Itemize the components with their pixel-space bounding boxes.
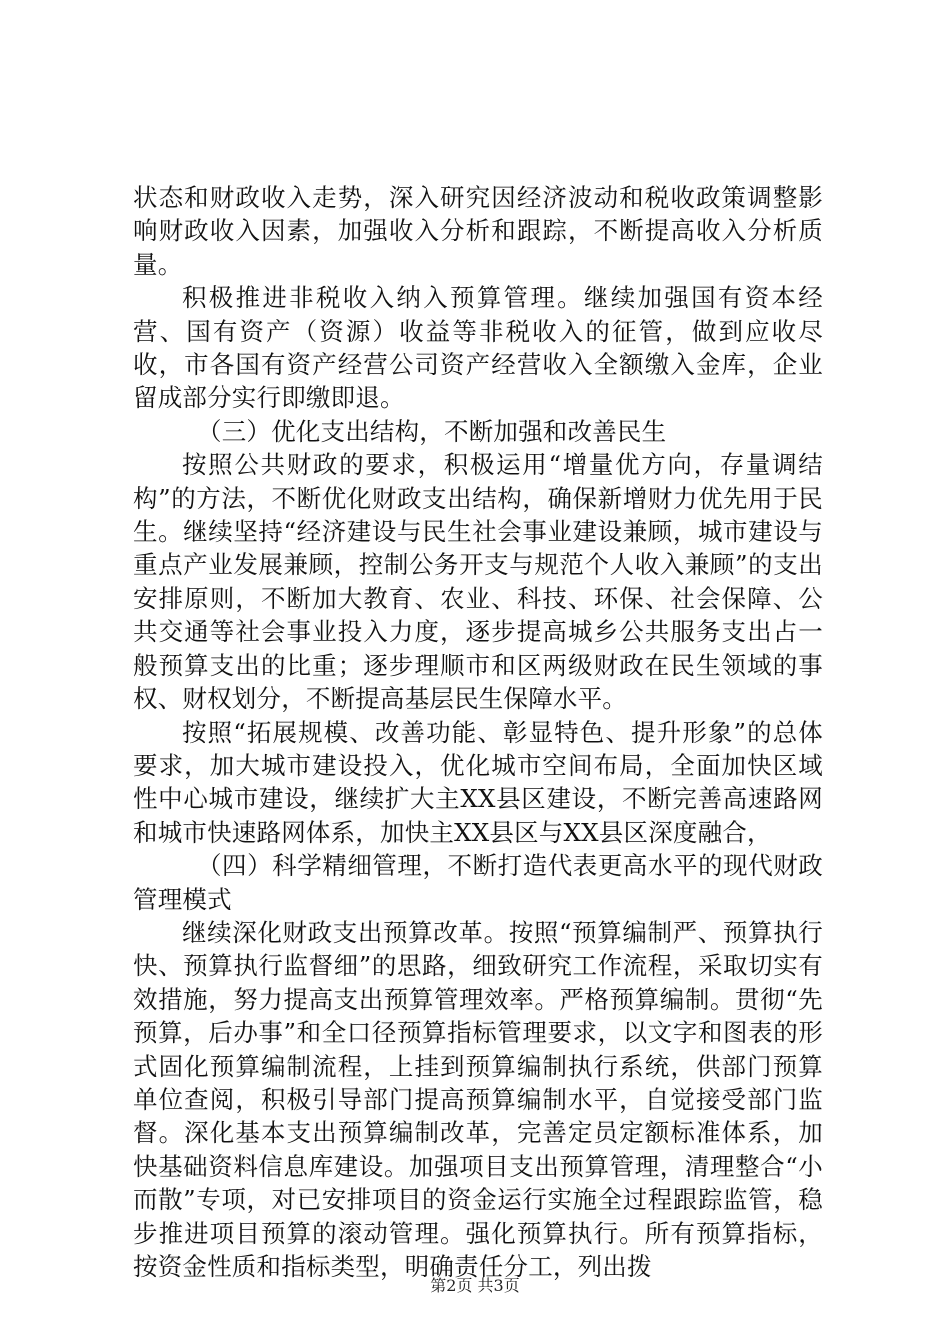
paragraph-continued: 状态和财政收入走势，深入研究因经济波动和税收政策调整影响财政收入因素，加强收入分析和跟踪，不断提高收入分析质量。 <box>133 183 823 279</box>
section-heading-4: （四）科学精细管理，不断打造代表更高水平的现代财政管理模式 <box>133 851 823 914</box>
paragraph-non-tax-revenue: 积极推进非税收入纳入预算管理。继续加强国有资本经营、国有资产（资源）收益等非税收入的征管，做到应收尽收，市各国有资产经营公司资产经营收入全额缴入金库，企业留成部分实行即缴即退。 <box>133 283 823 413</box>
page-footer <box>0 1276 950 1296</box>
paragraph-urban-construction: 按照“拓展规模、改善功能、彰显特色、提升形象”的总体要求，加大城市建设投入，优化城市空间布局，全面加快区域性中心城市建设，继续扩大主XX县区建设，不断完善高速路网和城市快速路网体系，加快主XX县区与XX县区深度融合， <box>133 717 823 847</box>
paragraph-budget-reform: 继续深化财政支出预算改革。按照“预算编制严、预算执行快、预算执行监督细”的思路，细致研究工作流程，采取切实有效措施，努力提高支出预算管理效率。严格预算编制。贯彻“先预算，后办事”和全口径预算指标管理要求，以文字和图表的形式固化预算编制流程，上挂到预算编制执行系统，供部门预算单位查阅，积极引导部门提高预算编制水平，自觉接受部门监督。深化基本支出预算编制改革，完善定员定额标准体系，加快基础资料信息库建设。加强项目支出预算管理，清理整合“小而散”专项，对已安排项目的资金运行实施全过程跟踪监管，稳步推进项目预算的滚动管理。强化预算执行。所有预算指标，按资金性质和指标类型，明确责任分工，列出拨 <box>133 917 823 1281</box>
paragraph-expenditure-structure: 按照公共财政的要求，积极运用“增量优方向，存量调结构”的方法，不断优化财政支出结构，确保新增财力优先用于民生。继续坚持“经济建设与民生社会事业建设兼顾，城市建设与重点产业发展兼顾，控制公务开支与规范个人收入兼顾”的支出安排原则，不断加大教育、农业、科技、环保、社会保障、公共交通等社会事业投入力度，逐步提高城乡公共服务支出占一般预算支出的比重；逐步理顺市和区两级财政在民生领域的事权、财权划分，不断提高基层民生保障水平。 <box>133 450 823 714</box>
section-heading-3: （三）优化支出结构，不断加强和改善民生 <box>197 416 667 446</box>
page-number: 第2页 共3页 <box>430 1276 520 1295</box>
document-body <box>133 181 823 1283</box>
